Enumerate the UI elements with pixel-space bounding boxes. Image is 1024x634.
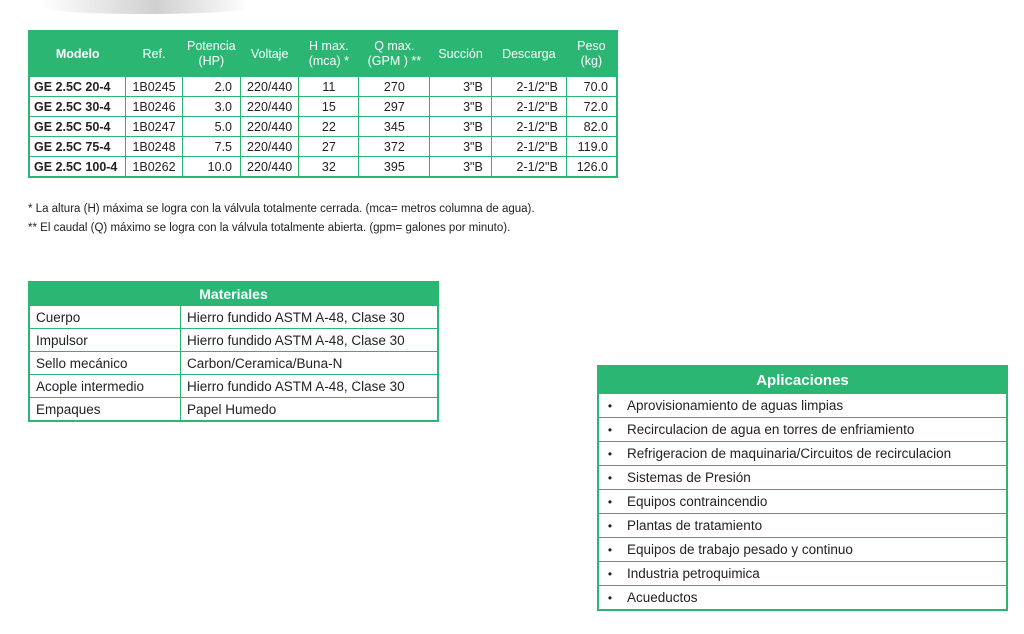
material-part: Impulsor <box>29 329 181 352</box>
bullet-icon: • <box>598 514 621 538</box>
material-value: Hierro fundido ASTM A-48, Clase 30 <box>181 375 439 398</box>
cell-h-max: 11 <box>299 77 359 97</box>
cell-voltaje: 220/440 <box>241 117 299 137</box>
cell-voltaje: 220/440 <box>241 77 299 97</box>
col-header-descarga: Descarga <box>491 31 566 77</box>
cell-modelo: GE 2.5C 50-4 <box>29 117 126 137</box>
cell-potencia: 3.0 <box>182 97 240 117</box>
materials-table <box>28 281 439 422</box>
material-value: Hierro fundido ASTM A-48, Clase 30 <box>181 329 439 352</box>
cell-potencia: 5.0 <box>182 117 240 137</box>
cell-modelo: GE 2.5C 75-4 <box>29 137 126 157</box>
application-label: Equipos contraincendio <box>621 490 1007 514</box>
footnotes <box>28 200 535 238</box>
cell-descarga: 2-1/2"B <box>491 117 566 137</box>
cell-ref: 1B0245 <box>126 77 182 97</box>
cell-h-max: 32 <box>299 157 359 178</box>
table-row <box>29 375 438 398</box>
material-value: Hierro fundido ASTM A-48, Clase 30 <box>181 306 439 329</box>
cell-descarga: 2-1/2"B <box>491 97 566 117</box>
table-row <box>29 398 438 422</box>
bullet-icon: • <box>598 466 621 490</box>
list-item <box>598 466 1007 490</box>
material-part: Acople intermedio <box>29 375 181 398</box>
cell-potencia: 10.0 <box>182 157 240 178</box>
cell-voltaje: 220/440 <box>241 157 299 178</box>
list-item <box>598 562 1007 586</box>
applications-table <box>597 365 1008 611</box>
table-row <box>29 137 617 157</box>
cell-ref: 1B0246 <box>126 97 182 117</box>
col-header-h-max: H max. (mca) * <box>299 31 359 77</box>
list-item <box>598 538 1007 562</box>
cell-peso: 119.0 <box>566 137 617 157</box>
cell-succion: 3"B <box>430 97 492 117</box>
list-item <box>598 514 1007 538</box>
col-header-modelo: Modelo <box>29 31 126 77</box>
cell-peso: 126.0 <box>566 157 617 178</box>
bullet-icon: • <box>598 418 621 442</box>
material-part: Sello mecánico <box>29 352 181 375</box>
cell-peso: 82.0 <box>566 117 617 137</box>
cell-q-max: 270 <box>359 77 430 97</box>
cell-q-max: 372 <box>359 137 430 157</box>
table-row <box>29 97 617 117</box>
specs-table <box>28 30 618 178</box>
cell-succion: 3"B <box>430 117 492 137</box>
application-label: Industria petroquimica <box>621 562 1007 586</box>
col-header-succion: Succión <box>430 31 492 77</box>
cell-potencia: 2.0 <box>182 77 240 97</box>
cell-h-max: 15 <box>299 97 359 117</box>
col-header-ref: Ref. <box>126 31 182 77</box>
cell-ref: 1B0248 <box>126 137 182 157</box>
col-header-peso: Peso (kg) <box>566 31 617 77</box>
table-row <box>29 306 438 329</box>
col-header-voltaje: Voltaje <box>241 31 299 77</box>
materials-title: Materiales <box>29 282 438 306</box>
cell-q-max: 297 <box>359 97 430 117</box>
cell-h-max: 27 <box>299 137 359 157</box>
cell-modelo: GE 2.5C 30-4 <box>29 97 126 117</box>
header-swoosh-decoration <box>40 0 250 14</box>
cell-q-max: 345 <box>359 117 430 137</box>
cell-q-max: 395 <box>359 157 430 178</box>
bullet-icon: • <box>598 538 621 562</box>
cell-potencia: 7.5 <box>182 137 240 157</box>
bullet-icon: • <box>598 442 621 466</box>
cell-succion: 3"B <box>430 157 492 178</box>
cell-succion: 3"B <box>430 77 492 97</box>
footnote-q-max: ** El caudal (Q) máximo se logra con la válvula totalmente abierta. (gpm= galones por minuto). <box>28 222 511 234</box>
list-item <box>598 490 1007 514</box>
list-item <box>598 418 1007 442</box>
specs-header-row <box>29 31 617 77</box>
table-row <box>29 157 617 178</box>
col-header-potencia: Potencia (HP) <box>182 31 240 77</box>
bullet-icon: • <box>598 394 621 418</box>
material-value: Papel Humedo <box>181 398 439 422</box>
cell-h-max: 22 <box>299 117 359 137</box>
col-header-q-max: Q max. (GPM ) ** <box>359 31 430 77</box>
material-value: Carbon/Ceramica/Buna-N <box>181 352 439 375</box>
cell-ref: 1B0262 <box>126 157 182 178</box>
cell-peso: 70.0 <box>566 77 617 97</box>
bullet-icon: • <box>598 562 621 586</box>
cell-modelo: GE 2.5C 100-4 <box>29 157 126 178</box>
application-label: Acueductos <box>621 586 1007 611</box>
table-row <box>29 329 438 352</box>
cell-succion: 3"B <box>430 137 492 157</box>
cell-modelo: GE 2.5C 20-4 <box>29 77 126 97</box>
table-row <box>29 352 438 375</box>
cell-ref: 1B0247 <box>126 117 182 137</box>
list-item <box>598 442 1007 466</box>
material-part: Empaques <box>29 398 181 422</box>
cell-descarga: 2-1/2"B <box>491 157 566 178</box>
cell-voltaje: 220/440 <box>241 97 299 117</box>
table-row <box>29 77 617 97</box>
application-label: Aprovisionamiento de aguas limpias <box>621 394 1007 418</box>
material-part: Cuerpo <box>29 306 181 329</box>
application-label: Equipos de trabajo pesado y continuo <box>621 538 1007 562</box>
list-item <box>598 586 1007 611</box>
cell-voltaje: 220/440 <box>241 137 299 157</box>
footnote-h-max: * La altura (H) máxima se logra con la válvula totalmente cerrada. (mca= metros columna de agua). <box>28 203 535 215</box>
table-row <box>29 117 617 137</box>
list-item <box>598 394 1007 418</box>
bullet-icon: • <box>598 490 621 514</box>
bullet-icon: • <box>598 586 621 611</box>
cell-descarga: 2-1/2"B <box>491 137 566 157</box>
application-label: Sistemas de Presión <box>621 466 1007 490</box>
cell-descarga: 2-1/2"B <box>491 77 566 97</box>
applications-title: Aplicaciones <box>598 366 1007 394</box>
cell-peso: 72.0 <box>566 97 617 117</box>
application-label: Recirculacion de agua en torres de enfriamiento <box>621 418 1007 442</box>
application-label: Plantas de tratamiento <box>621 514 1007 538</box>
application-label: Refrigeracion de maquinaria/Circuitos de recirculacion <box>621 442 1007 466</box>
